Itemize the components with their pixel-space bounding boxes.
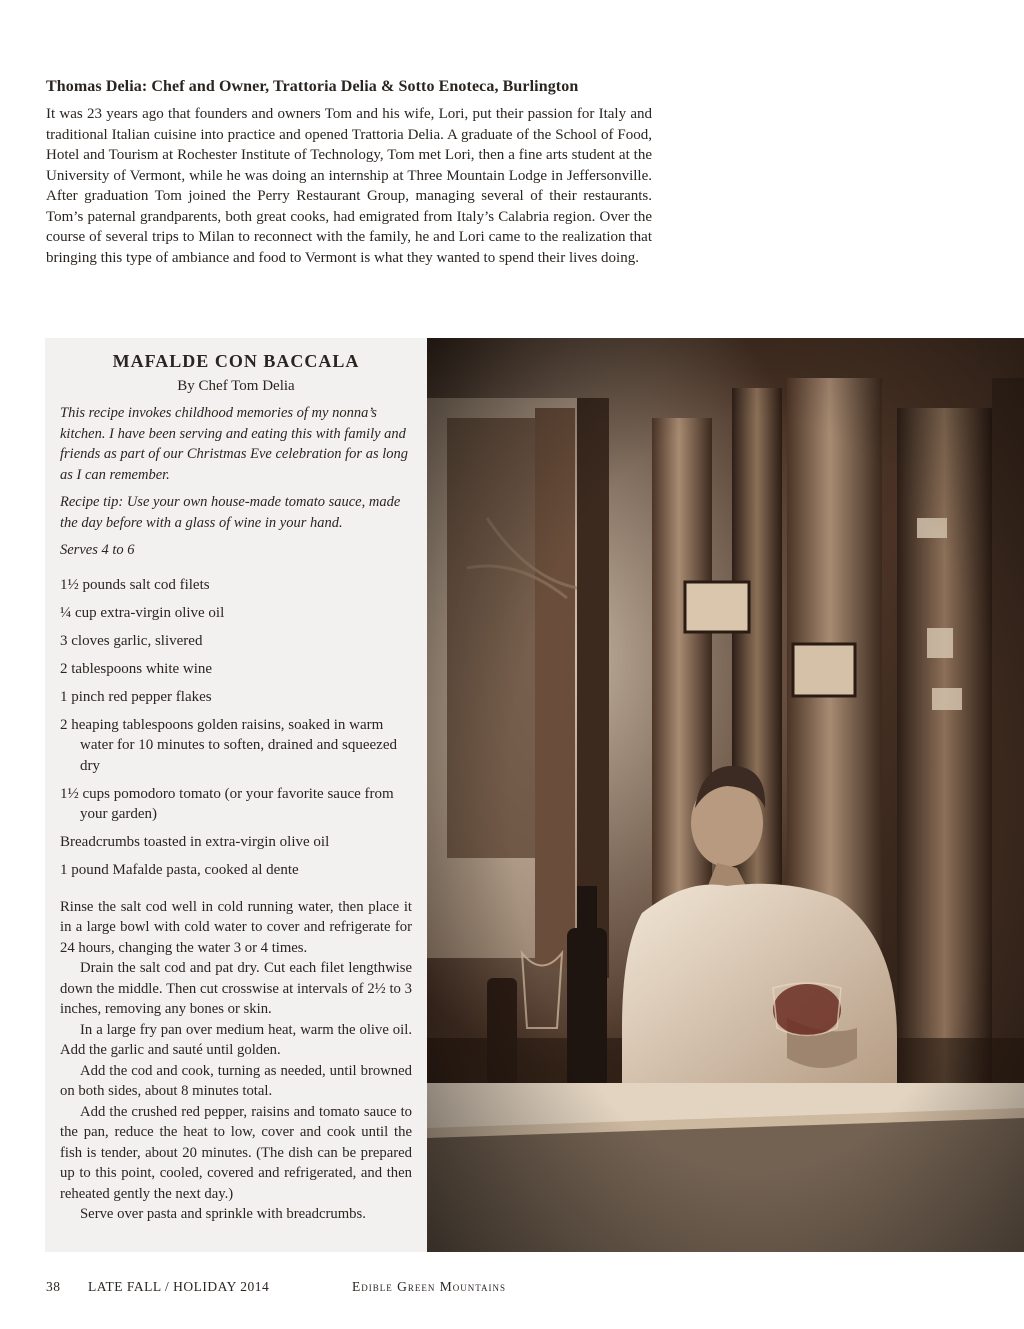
ingredient-item: ¼ cup extra-virgin olive oil — [60, 604, 225, 621]
ingredient-item: 1 pinch red pepper flakes — [60, 688, 212, 705]
issue-label: LATE FALL / HOLIDAY 2014 — [88, 1279, 270, 1294]
direction-step: Drain the salt cod and pat dry. Cut each filet lengthwise down the middle. Then cut crosswise at intervals of 2½ to 3 inches, removing any bones or skin. — [60, 960, 412, 1017]
chef-photo-illustration — [427, 338, 1024, 1252]
ingredient-list — [60, 575, 412, 881]
bio-paragraph: It was 23 years ago that founders and owners Tom and his wife, Lori, put their passion for Italy and traditional Italian cuisine into practice and opened Trattoria Delia. A graduate of the School of Food, Hotel and Tourism at Rochester Institute of Technology, Tom met Lori, then a fine arts student at the University of Vermont, while he was doing an internship at Three Mountain Lodge in Jeffersonville. After graduation Tom joined the Perry Restaurant Group, managing several of their restaurants. Tom’s paternal grandparents, both great cooks, had emigrated from Italy’s Calabria region. Over the course of several trips to Milan to reconnect with the family, he and Lori came to the realization that bringing this type of ambiance and food to Vermont is what they wanted to spend their lives doing. — [46, 106, 652, 266]
recipe-tip: Recipe tip: Use your own house-made tomato sauce, made the day before with a glass of wine in your hand. — [60, 494, 401, 531]
recipe-author: By Chef Tom Delia — [177, 378, 295, 394]
direction-step: Serve over pasta and sprinkle with breadcrumbs. — [80, 1206, 366, 1222]
direction-step: Rinse the salt cod well in cold running water, then place it in a large bowl with cold water to cover and refrigerate for 24 hours, changing the water 3 or 4 times. — [60, 898, 412, 956]
direction-step: In a large fry pan over medium heat, warm the olive oil. Add the garlic and sauté until golden. — [60, 1021, 412, 1058]
chef-bio — [46, 78, 652, 268]
recipe-intro: This recipe invokes childhood memories of my nonna’s kitchen. I have been serving and eating this with family and friends as part of our Christmas Eve celebration for as long as I can remember. — [60, 405, 408, 483]
recipe-serves: Serves 4 to 6 — [60, 542, 135, 558]
direction-step: Add the cod and cook, turning as needed, until browned on both sides, about 8 minutes total. — [60, 1062, 412, 1099]
direction-step: Add the crushed red pepper, raisins and tomato sauce to the pan, reduce the heat to low, cover and cook until the fish is tender, about 20 minutes. (The dish can be prepared up to this point, cooled, covered and refrigerated, and then reheated gently the next day.) — [60, 1103, 412, 1202]
ingredient-item: 3 cloves garlic, slivered — [60, 632, 203, 649]
recipe-title: MAFALDE CON BACCALA — [112, 351, 360, 371]
bio-heading: Thomas Delia: Chef and Owner, Trattoria Delia & Sotto Enoteca, Burlington — [46, 78, 579, 95]
ingredient-item: 1½ cups pomodoro tomato (or your favorite sauce from your garden) — [60, 785, 394, 822]
ingredient-item: 2 heaping tablespoons golden raisins, soaked in warm water for 10 minutes to soften, drained and squeezed dry — [60, 716, 397, 774]
magazine-name: Edible Green Mountains — [352, 1279, 507, 1294]
page-number: 38 — [46, 1279, 61, 1294]
recipe-directions — [60, 897, 412, 1225]
chef-photo — [427, 338, 1024, 1252]
recipe-panel — [45, 338, 427, 1252]
ingredient-item: 1 pound Mafalde pasta, cooked al dente — [60, 862, 299, 878]
ingredient-item: Breadcrumbs toasted in extra-virgin olive oil — [60, 834, 330, 850]
ingredient-item: 1½ pounds salt cod filets — [60, 576, 210, 593]
ingredient-item: 2 tablespoons white wine — [60, 660, 213, 677]
